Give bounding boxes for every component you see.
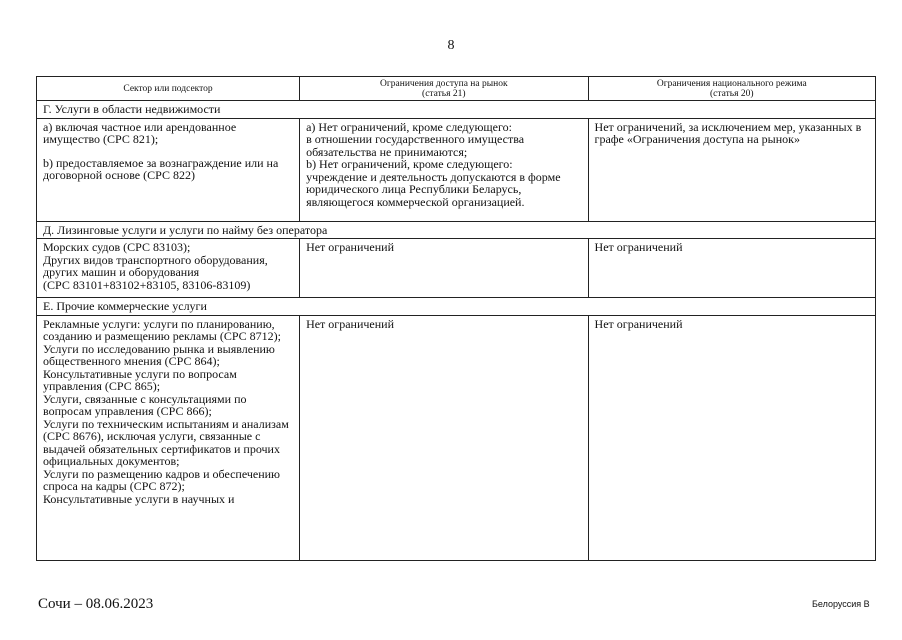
national-treatment-line: Нет ограничений, за исключением мер, указанных в графе «Ограничения доступа на рынок»: [594, 119, 862, 146]
header-national-treatment: [588, 77, 875, 101]
page-number: 8: [447, 38, 455, 53]
commitments-table: [36, 76, 876, 561]
market-access-line: а) Нет ограничений, кроме следующего:: [306, 119, 512, 134]
national-treatment-line: Нет ограничений: [594, 316, 683, 331]
section-header-row: [37, 101, 876, 119]
sector-line: b) предоставляемое за вознаграждение или на договорной основе (СРС 822): [43, 155, 279, 182]
market-access-cell: [300, 239, 588, 298]
sector-line: Услуги по техническим испытаниям и анализам (СРС 8676), исключая услуги, связанные с выдачей обязательных сертификатов и прочих официальных документов;: [43, 416, 289, 468]
header-label: Сектор или подсектор: [123, 83, 213, 94]
footer-country-label: Белоруссия В: [812, 599, 870, 609]
header-label: Ограничения национального режима (статья 20): [656, 78, 807, 99]
sector-line: Рекламные услуги: услуги по планированию, созданию и размещению рекламы (СРС 8712);: [43, 317, 281, 343]
header-sector: [37, 77, 300, 101]
national-treatment-cell: [588, 315, 875, 560]
footer-place-date: Сочи – 08.06.2023: [38, 596, 154, 612]
market-access-line: Нет ограничений: [306, 316, 395, 331]
national-treatment-cell: [588, 239, 875, 298]
table-row: [37, 239, 876, 298]
sector-line: Консультативные услуги по вопросам управления (СРС 865);: [43, 366, 237, 393]
section-title: Е. Прочие коммерческие услуги: [37, 298, 876, 316]
market-access-line: b) Нет ограничений, кроме следующего:: [306, 157, 513, 171]
market-access-line: в отношении государственного имущества обязательства не принимаются;: [306, 132, 525, 159]
market-access-line: Нет ограничений: [306, 240, 395, 254]
sector-cell: [37, 315, 300, 560]
sector-line: Услуги, связанные с консультациями по вопросам управления (СРС 866);: [43, 391, 247, 418]
national-treatment-cell: [588, 118, 875, 221]
section-header-row: [37, 298, 876, 316]
sector-line: (СРС 83101+83102+83105, 83106-83109): [43, 277, 251, 292]
sector-line: Услуги по размещению кадров и обеспечению спроса на кадры (СРС 872);: [43, 466, 281, 493]
section-title: Г. Услуги в области недвижимости: [37, 101, 876, 119]
sector-line: Услуги по исследованию рынка и выявлению общественного мнения (СРС 864);: [43, 341, 275, 368]
section-title: Д. Лизинговые услуги и услуги по найму без оператора: [37, 221, 876, 239]
header-market-access: [300, 77, 588, 101]
national-treatment-line: Нет ограничений: [594, 240, 683, 254]
sector-cell: [37, 239, 300, 298]
sector-cell: [37, 118, 300, 221]
sector-line: Других видов транспортного оборудования, других машин и оборудования: [43, 252, 268, 279]
sector-line: Консультативные услуги в научных и: [43, 491, 235, 506]
market-access-cell: [300, 118, 588, 221]
market-access-cell: [300, 315, 588, 560]
table-row: [37, 315, 876, 560]
sector-line: Морских судов (СРС 83103);: [43, 240, 191, 254]
market-access-line: учреждение и деятельность допускаются в форме юридического лица Республики Беларусь, являющегося коммерческой организацией.: [306, 169, 561, 209]
table-row: [37, 118, 876, 221]
sector-line: а) включая частное или арендованное имущество (СРС 821);: [43, 119, 237, 146]
table-header-row: [37, 77, 876, 101]
section-header-row: [37, 221, 876, 239]
header-label: Ограничения доступа на рынок (статья 21): [380, 78, 508, 99]
